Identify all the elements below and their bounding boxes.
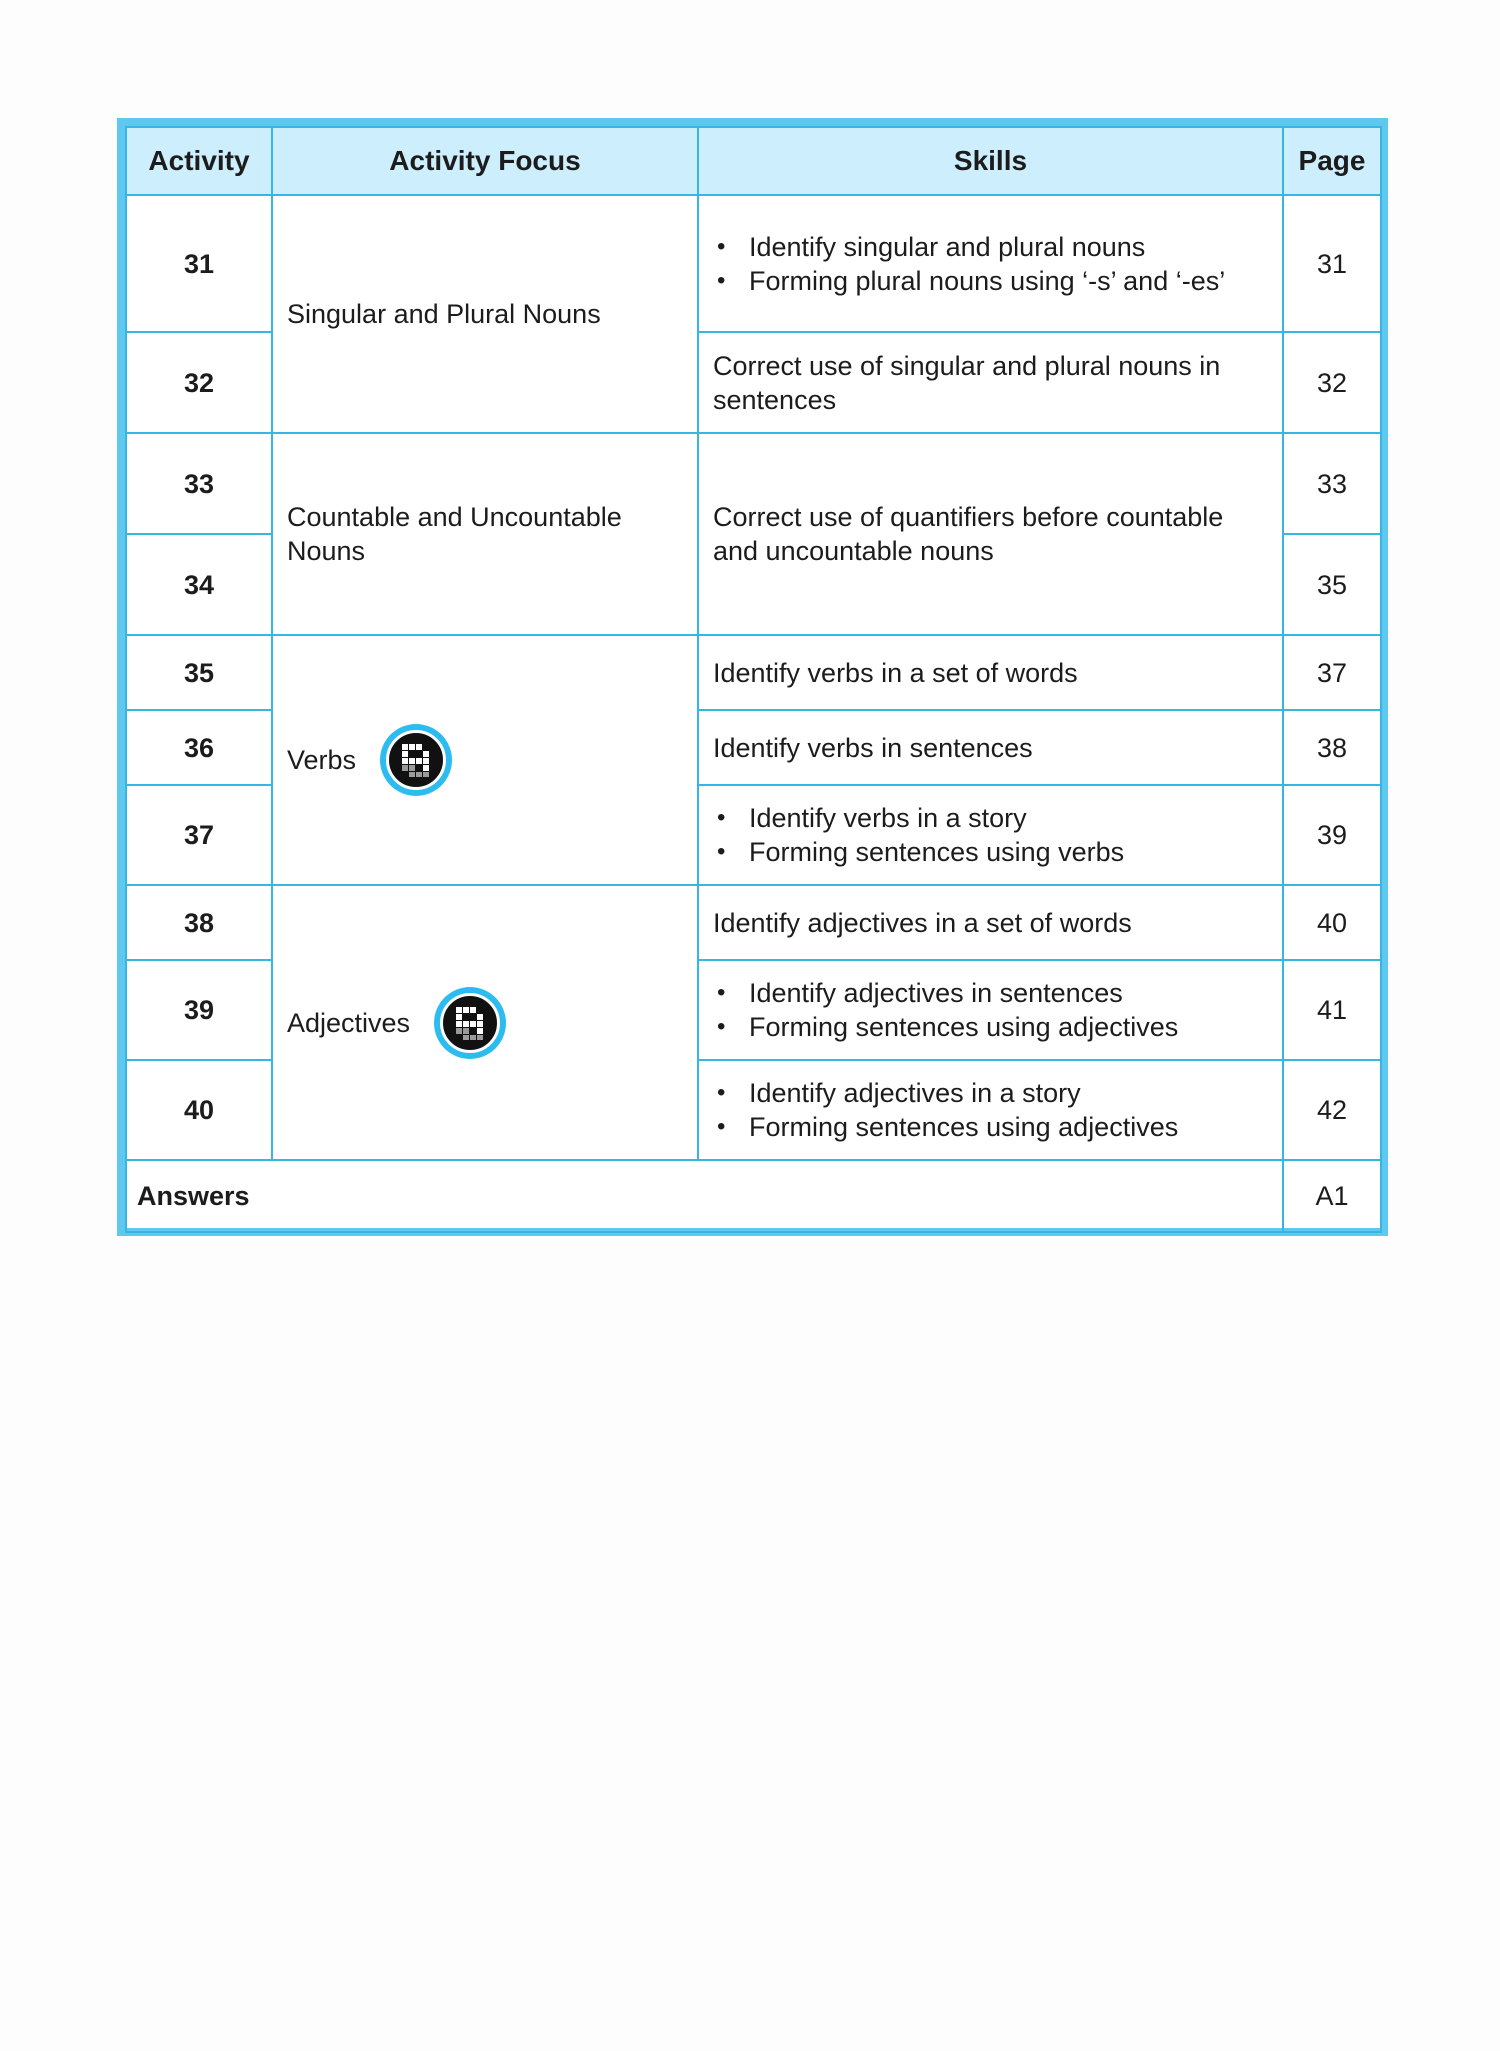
skills-cell <box>698 195 1283 332</box>
crossword-grid-icon <box>450 1003 490 1043</box>
page-number: 40 <box>1283 885 1381 960</box>
skill-item: • Identify singular and plural nouns <box>713 230 1268 264</box>
header-row <box>126 127 1381 195</box>
skills-cell <box>698 1060 1283 1160</box>
page-number: 41 <box>1283 960 1381 1060</box>
answers-label: Answers <box>126 1160 1283 1232</box>
answers-row <box>126 1160 1381 1232</box>
skill-item: • Identify adjectives in a story <box>713 1076 1268 1110</box>
skills-list <box>713 801 1268 869</box>
skills-list <box>713 1076 1268 1144</box>
activity-number: 34 <box>126 534 272 635</box>
skills-cell: Correct use of singular and plural nouns in sentences <box>698 332 1283 433</box>
skills-list <box>713 976 1268 1044</box>
skills-cell: Identify adjectives in a set of words <box>698 885 1283 960</box>
activity-focus <box>272 885 698 1160</box>
table-row <box>126 885 1381 960</box>
skills-cell: Correct use of quantifiers before countable and uncountable nouns <box>698 433 1283 635</box>
skill-item: • Forming plural nouns using ‘-s’ and ‘-es’ <box>713 264 1268 298</box>
table-row <box>126 195 1381 332</box>
page-number: 38 <box>1283 710 1381 785</box>
page-number: 32 <box>1283 332 1381 433</box>
page-number: 37 <box>1283 635 1381 710</box>
skills-cell: Identify verbs in a set of words <box>698 635 1283 710</box>
activity-focus: Singular and Plural Nouns <box>272 195 698 433</box>
table-row <box>126 635 1381 710</box>
activity-number: 39 <box>126 960 272 1060</box>
activity-number: 31 <box>126 195 272 332</box>
table-row <box>126 433 1381 534</box>
skills-cell: Identify verbs in sentences <box>698 710 1283 785</box>
skill-item: • Identify adjectives in sentences <box>713 976 1268 1010</box>
contents-table <box>125 126 1382 1233</box>
answers-page: A1 <box>1283 1160 1381 1232</box>
page-number: 33 <box>1283 433 1381 534</box>
contents-table-frame <box>117 118 1388 1236</box>
page-number: 35 <box>1283 534 1381 635</box>
page-number: 39 <box>1283 785 1381 885</box>
activity-number: 35 <box>126 635 272 710</box>
skill-item: • Forming sentences using adjectives <box>713 1010 1268 1044</box>
activity-number: 32 <box>126 332 272 433</box>
crossword-icon <box>434 987 506 1059</box>
activity-focus: Countable and Uncountable Nouns <box>272 433 698 635</box>
skill-item: • Forming sentences using adjectives <box>713 1110 1268 1144</box>
activity-number: 38 <box>126 885 272 960</box>
activity-number: 36 <box>126 710 272 785</box>
page-number: 31 <box>1283 195 1381 332</box>
header-activity: Activity <box>126 127 272 195</box>
crossword-icon <box>380 724 452 796</box>
activity-number: 33 <box>126 433 272 534</box>
page-number: 42 <box>1283 1060 1381 1160</box>
activity-focus-label: Adjectives <box>287 1007 411 1038</box>
activity-focus-label: Verbs <box>287 745 357 775</box>
header-page: Page <box>1283 127 1381 195</box>
crossword-grid-icon <box>396 740 436 780</box>
skills-cell <box>698 960 1283 1060</box>
activity-number: 37 <box>126 785 272 885</box>
activity-number: 40 <box>126 1060 272 1160</box>
skills-cell <box>698 785 1283 885</box>
activity-focus <box>272 635 698 885</box>
header-skills: Skills <box>698 127 1283 195</box>
skill-item: • Forming sentences using verbs <box>713 835 1268 869</box>
skill-item: • Identify verbs in a story <box>713 801 1268 835</box>
header-activity-focus: Activity Focus <box>272 127 698 195</box>
skills-list <box>713 230 1268 298</box>
